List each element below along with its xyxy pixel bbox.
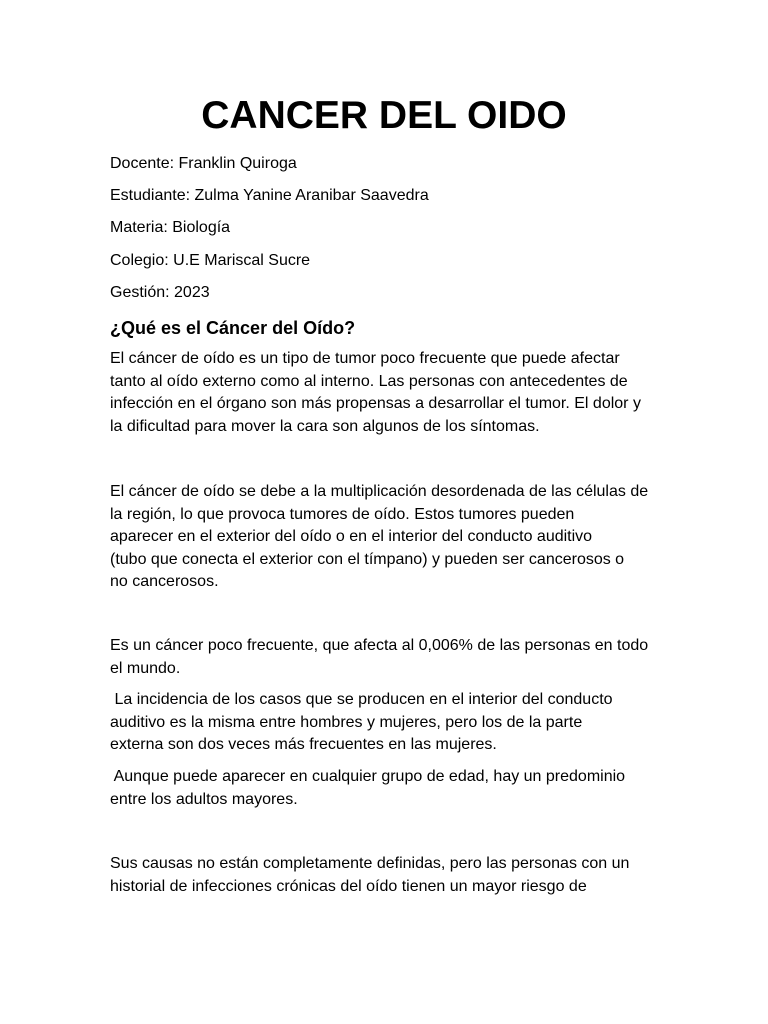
meta-docente: Docente: Franklin Quiroga xyxy=(110,155,297,172)
meta-colegio: Colegio: U.E Mariscal Sucre xyxy=(110,252,311,269)
paragraph-line: auditivo es la misma entre hombres y mujeres, pero los de la parte xyxy=(110,713,583,731)
paragraph-line: infección en el órgano son más propensas a desarrollar el tumor. El dolor y xyxy=(110,395,641,412)
paragraph-line: tanto al oído externo como al interno. Las personas con antecedentes de xyxy=(110,372,628,390)
paragraph-causes xyxy=(110,481,670,594)
meta-materia: Materia: Biología xyxy=(110,219,231,236)
paragraph-line: la dificultad para mover la cara son algunos de los síntomas. xyxy=(110,417,540,435)
paragraph-risk xyxy=(110,853,670,898)
paragraph-line: el mundo. xyxy=(110,659,181,677)
paragraph-line: Aunque puede aparecer en cualquier grupo de edad, hay un predominio xyxy=(110,768,626,785)
paragraph-line: Sus causas no están completamente definidas, pero las personas con un xyxy=(110,855,630,872)
paragraph-line: El cáncer de oído se debe a la multiplicación desordenada de las células de xyxy=(110,483,649,500)
section-heading: ¿Qué es el Cáncer del Oído? xyxy=(110,318,356,338)
paragraph-line: externa son dos veces más frecuentes en las mujeres. xyxy=(110,736,497,753)
paragraph-age xyxy=(110,766,670,811)
meta-estudiante: Estudiante: Zulma Yanine Aranibar Saavedra xyxy=(110,187,429,204)
paragraph-line: historial de infecciones crónicas del oído tienen un mayor riesgo de xyxy=(110,877,587,895)
paragraph-line: la región, lo que provoca tumores de oído. Estos tumores pueden xyxy=(110,505,575,523)
paragraph-frequency xyxy=(110,635,670,680)
paragraph-line: no cancerosos. xyxy=(110,573,219,590)
document-title: CANCER DEL OIDO xyxy=(201,94,567,137)
paragraph-line: entre los adultos mayores. xyxy=(110,790,298,808)
paragraph-line: (tubo que conecta el exterior con el tímpano) y pueden ser cancerosos o xyxy=(110,550,625,568)
paragraph-line: El cáncer de oído es un tipo de tumor poco frecuente que puede afectar xyxy=(110,350,620,367)
paragraph-line: La incidencia de los casos que se producen en el interior del conducto xyxy=(110,691,613,708)
paragraph-incidence xyxy=(110,689,670,757)
paragraph-definition xyxy=(110,348,670,438)
paragraph-line: Es un cáncer poco frecuente, que afecta al 0,006% de las personas en todo xyxy=(110,637,649,654)
meta-gestion: Gestión: 2023 xyxy=(110,284,210,301)
paragraph-line: aparecer en el exterior del oído o en el interior del conducto auditivo xyxy=(110,528,593,545)
